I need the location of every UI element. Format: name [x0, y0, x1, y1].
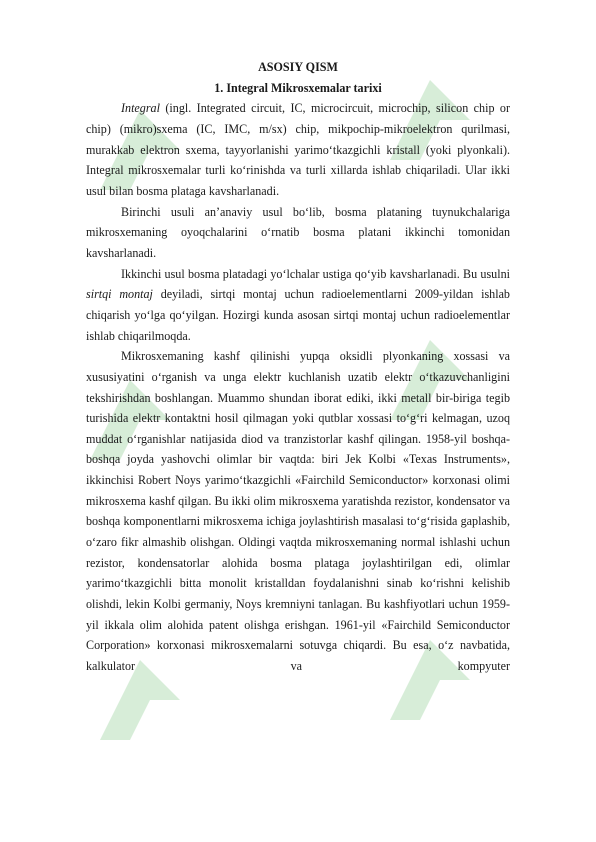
paragraph-3 — [86, 264, 510, 347]
section-heading: ASOSIY QISM — [258, 60, 338, 74]
paragraph-1-text: (ingl. Integrated circuit, IC, microcircuit, microchip, silicon chip or chip) (mikro)sxema (IC, IMC, m/sx) chip, mikpochip-mikroelektron qurilmasi, murakkab elektron sxema, tayyorlanishi yarimo‘tkazgichli kristall (yoki plyonkali). Integral mikrosxemalar turli ko‘rinishda va turli xillarda ishlab chiqariladi. Ular ikki usul bilan bosma plataga kavsharlanadi. — [86, 101, 510, 198]
term-integral: Integral — [121, 101, 160, 116]
section-subheading: 1. Integral Mikrosxemalar tarixi — [214, 80, 382, 95]
paragraph-3-before: Ikkinchi usul bosma platadagi yo‘lchalar ustiga qo‘yib kavsharlanadi. Bu usulni — [121, 266, 510, 281]
paragraph-1 — [86, 98, 510, 201]
document-body — [86, 57, 510, 677]
paragraph-4: Mikrosxemaning kashf qilinishi yupqa oksidli plyonkaning xossasi va xususiyatini o‘rganish va unga elektr kuchlanish uzatib elektr o‘tkazuvchanligini tekshirishdan boshlangan. Muammo shundan iborat ediki, ikki metall bir-biriga tegib turishida elektr kontaktni hosil qilmagan yoki qutblar xossasi to‘g‘ri kelmagan, uzoq muddat o‘rganishlar natijasida diod va tranzistorlar kashf qilingan. 1958-yil boshqa-boshqa joyda yashovchi olimlar bir vaqtda: biri Jek Kolbi «Texas Instruments», ikkinchisi Robert Noys yarimo‘tkazgichli «Fairchild Semiconductor» korxonasi olimi mikrosxema kashf qilgan. Bu ikki olim mikrosxema yaratishda rezistor, kondensator va boshqa komponentlarni mikrosxema ichiga joylashtirish masalasi to‘g‘risida gaplashib, o‘zaro fikr almashib olishgan. Oldingi vaqtda mikrosxemaning normal ishlashi uchun rezistor, kondensatorlar alohida bosma plataga joylashtirilgan edi, olimlar yarimo‘tkazgichli bitta monolit kristalldan foydalanishni sinab ko‘rishni kelishib olishdi, lekin Kolbi germaniy, Noys kremniyni tanlagan. Bu kashfiyotlari uchun 1959-yil ikkala olim alohida patent olishga erishgan. 1961-yil «Fairchild Semiconductor Corporation» korxonasi mikrosxemalarni sotuvga chiqardi. Bu esa, o‘z navbatida, kalkulator va kompyuter — [86, 349, 510, 674]
paragraph-2: Birinchi usuli an’anaviy usul bo‘lib, bosma plataning tuynukchalariga mikrosxemaning oyoqchalarini o‘rnatib bosma platani ikkinchi tomonidan kavsharlanadi. — [86, 204, 510, 260]
paragraph-3-after: deyiladi, sirtqi montaj uchun radioelementlarni 2009-yildan ishlab chiqarish yo‘lga qo‘yilgan. Hozirgi kunda asosan sirtqi montaj uchun radioelementlar ishlab chiqarilmoqda. — [86, 287, 510, 343]
term-sirtqi-montaj: sirtqi montaj — [86, 287, 153, 302]
